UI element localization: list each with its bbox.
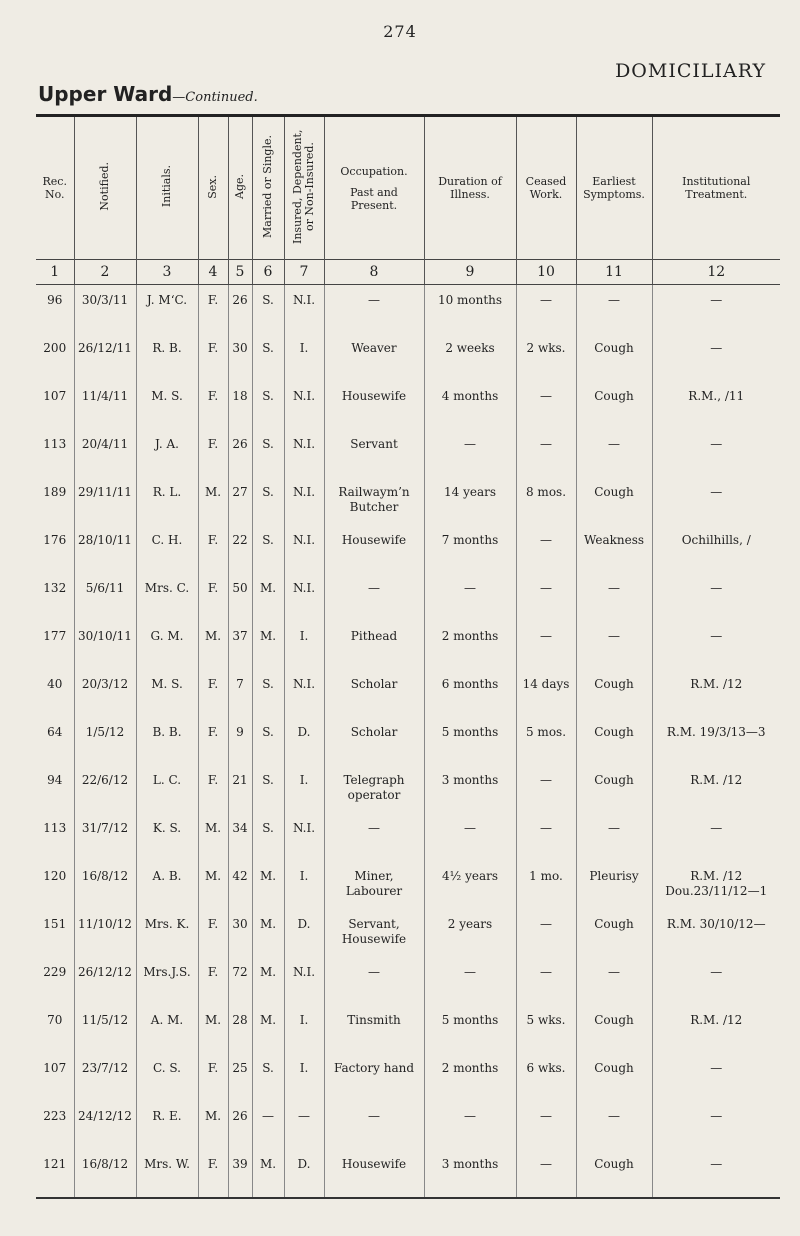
cell-duration: 7 months: [424, 525, 516, 573]
cell-occupation: Factory hand: [324, 1053, 424, 1101]
cell-age: 26: [228, 429, 252, 477]
cell-ceased: —: [516, 957, 576, 1005]
cell-institutional: R.M. /12: [652, 669, 780, 717]
section-title: DOMICILIARY: [615, 60, 766, 82]
cell-ceased: 6 wks.: [516, 1053, 576, 1101]
cell-age: 27: [228, 477, 252, 525]
cell-initials: K. S.: [136, 813, 198, 861]
column-number: 1: [36, 260, 74, 285]
cell-institutional: —: [652, 813, 780, 861]
table-row: [36, 381, 780, 429]
cell-occupation: Scholar: [324, 669, 424, 717]
cell-rec: 223: [43, 1109, 67, 1123]
cell-rec: 120: [43, 869, 67, 883]
cell-rec: 64: [47, 725, 63, 739]
header-ceased: Ceased Work.: [516, 116, 576, 260]
cell-duration: —: [424, 429, 516, 477]
cell-occupation: Housewife: [324, 1149, 424, 1198]
cell-notified: 28/10/11: [74, 525, 136, 573]
cell-insured: N.I.: [284, 429, 324, 477]
cell-rec: 70: [47, 1013, 63, 1027]
cell-ceased: —: [516, 621, 576, 669]
cell-insured: N.I.: [284, 525, 324, 573]
table-row: [36, 477, 780, 525]
cell-age: 26: [228, 285, 252, 334]
cell-institutional: Ochilhills, /: [652, 525, 780, 573]
cell-notified: 16/8/12: [74, 861, 136, 909]
cell-age: 21: [228, 765, 252, 813]
cell-notified: 30/10/11: [74, 621, 136, 669]
cell-insured: N.I.: [284, 957, 324, 1005]
cell-age: 22: [228, 525, 252, 573]
cell-married: S.: [252, 285, 284, 334]
table-row: [36, 429, 780, 477]
header-sex: Sex.: [198, 116, 228, 260]
cell-duration: 2 years: [424, 909, 516, 957]
cell-married: —: [252, 1101, 284, 1149]
cell-insured: I.: [284, 333, 324, 381]
header-row: [36, 116, 780, 260]
cell-institutional: —: [652, 429, 780, 477]
column-number: 5: [228, 260, 252, 285]
cell-insured: I.: [284, 1053, 324, 1101]
cell-initials: G. M.: [136, 621, 198, 669]
cell-age: 30: [228, 909, 252, 957]
cell-earliest: Weakness: [576, 525, 652, 573]
cell-insured: I.: [284, 621, 324, 669]
cell-earliest: Cough: [576, 477, 652, 525]
column-number: 4: [198, 260, 228, 285]
cell-duration: 3 months: [424, 1149, 516, 1198]
cell-sex: F.: [198, 429, 228, 477]
cell-ceased: 8 mos.: [516, 477, 576, 525]
cell-married: S.: [252, 669, 284, 717]
cell-earliest: Cough: [576, 1053, 652, 1101]
column-number: 12: [652, 260, 780, 285]
page-number: 274: [383, 22, 417, 41]
cell-notified: 1/5/12: [74, 717, 136, 765]
cell-initials: M. S.: [136, 381, 198, 429]
cell-insured: N.I.: [284, 285, 324, 334]
cell-age: 30: [228, 333, 252, 381]
cell-initials: R. B.: [136, 333, 198, 381]
cell-age: 26: [228, 1101, 252, 1149]
cell-sex: F.: [198, 333, 228, 381]
cell-age: 42: [228, 861, 252, 909]
cell-insured: I.: [284, 861, 324, 909]
header-age: Age.: [228, 116, 252, 260]
cell-initials: R. L.: [136, 477, 198, 525]
cell-occupation: Servant: [324, 429, 424, 477]
cell-notified: 11/5/12: [74, 1005, 136, 1053]
table-row: [36, 573, 780, 621]
cell-notified: 24/12/12: [74, 1101, 136, 1149]
cell-notified: 31/7/12: [74, 813, 136, 861]
table-row: [36, 1149, 780, 1198]
cell-initials: L. C.: [136, 765, 198, 813]
header-initials: Initials.: [136, 116, 198, 260]
cell-occupation: —: [324, 285, 424, 334]
ward-title: [38, 82, 258, 106]
cell-ceased: —: [516, 909, 576, 957]
cell-initials: J. M‘C.: [136, 285, 198, 334]
cell-earliest: Cough: [576, 1149, 652, 1198]
cell-married: S.: [252, 381, 284, 429]
cell-sex: F.: [198, 717, 228, 765]
table-row: [36, 525, 780, 573]
cell-institutional: —: [652, 621, 780, 669]
cell-initials: A. M.: [136, 1005, 198, 1053]
cell-sex: F.: [198, 525, 228, 573]
cell-ceased: —: [516, 1101, 576, 1149]
cell-age: 34: [228, 813, 252, 861]
cell-rec: 200: [43, 341, 67, 355]
cell-notified: 26/12/11: [74, 333, 136, 381]
cell-duration: 3 months: [424, 765, 516, 813]
cell-married: M.: [252, 957, 284, 1005]
column-number: 9: [424, 260, 516, 285]
cell-married: M.: [252, 861, 284, 909]
cell-married: M.: [252, 1005, 284, 1053]
header-occupation: Occupation. Past and Present.: [324, 116, 424, 260]
cell-rec: 177: [43, 629, 67, 643]
cell-married: S.: [252, 1053, 284, 1101]
cell-initials: C. S.: [136, 1053, 198, 1101]
header-rec-no: Rec. No.: [36, 116, 74, 260]
cell-institutional: —: [652, 333, 780, 381]
cell-notified: 26/12/12: [74, 957, 136, 1005]
cell-rec: 113: [43, 437, 67, 451]
cell-rec: 107: [43, 1061, 67, 1075]
cell-ceased: 2 wks.: [516, 333, 576, 381]
cell-earliest: —: [576, 573, 652, 621]
cell-duration: 2 weeks: [424, 333, 516, 381]
cell-insured: N.I.: [284, 381, 324, 429]
table-row: [36, 861, 780, 909]
cell-sex: F.: [198, 957, 228, 1005]
table-row: [36, 1053, 780, 1101]
cell-initials: B. B.: [136, 717, 198, 765]
cell-institutional: R.M. /12: [652, 1005, 780, 1053]
column-number: 6: [252, 260, 284, 285]
cell-occupation: Miner, Labourer: [324, 861, 424, 909]
cell-rec: 121: [36, 1149, 74, 1198]
cell-sex: F.: [198, 909, 228, 957]
header-insured: Insured, Dependent, or Non-Insured.: [284, 116, 324, 260]
cell-occupation: Housewife: [324, 525, 424, 573]
cell-rec: 94: [47, 773, 63, 787]
cell-duration: 5 months: [424, 1005, 516, 1053]
cell-occupation: —: [324, 573, 424, 621]
cell-earliest: Pleurisy: [576, 861, 652, 909]
cell-married: S.: [252, 813, 284, 861]
cell-sex: M.: [198, 1101, 228, 1149]
cell-rec: 189: [43, 485, 67, 499]
cell-married: M.: [252, 909, 284, 957]
cell-notified: 5/6/11: [74, 573, 136, 621]
cell-notified: 29/11/11: [74, 477, 136, 525]
cell-institutional: —: [652, 285, 780, 334]
cell-married: S.: [252, 525, 284, 573]
cell-married: M.: [252, 1149, 284, 1198]
cell-earliest: Cough: [576, 717, 652, 765]
cell-married: S.: [252, 333, 284, 381]
header-institutional: Institutional Treatment.: [652, 116, 780, 260]
cell-institutional: —: [652, 1149, 780, 1198]
cell-initials: Mrs.J.S.: [136, 957, 198, 1005]
table-row: [36, 285, 780, 334]
cell-ceased: —: [516, 765, 576, 813]
cell-ceased: —: [516, 573, 576, 621]
column-number: 2: [74, 260, 136, 285]
cell-rec: 132: [43, 581, 67, 595]
cell-married: M.: [252, 573, 284, 621]
cell-age: 72: [228, 957, 252, 1005]
cell-age: 28: [228, 1005, 252, 1053]
cell-initials: Mrs. W.: [136, 1149, 198, 1198]
cell-institutional: —: [652, 477, 780, 525]
cell-insured: N.I.: [284, 573, 324, 621]
cell-earliest: —: [576, 1101, 652, 1149]
cell-insured: —: [284, 1101, 324, 1149]
cell-sex: F.: [198, 381, 228, 429]
header-earliest: Earliest Symptoms.: [576, 116, 652, 260]
cell-duration: 10 months: [424, 285, 516, 334]
cell-notified: 11/4/11: [74, 381, 136, 429]
cell-sex: F.: [198, 765, 228, 813]
cell-occupation: Pithead: [324, 621, 424, 669]
cell-institutional: —: [652, 1101, 780, 1149]
cell-insured: I.: [284, 765, 324, 813]
cell-earliest: —: [576, 285, 652, 334]
column-number: 3: [136, 260, 198, 285]
cell-sex: M.: [198, 861, 228, 909]
cell-ceased: —: [516, 813, 576, 861]
cell-institutional: —: [652, 957, 780, 1005]
cell-occupation: Railwaym’n Butcher: [324, 477, 424, 525]
cell-duration: 6 months: [424, 669, 516, 717]
cell-ceased: 5 mos.: [516, 717, 576, 765]
cell-ceased: 1 mo.: [516, 861, 576, 909]
cell-earliest: Cough: [576, 765, 652, 813]
cell-ceased: —: [516, 381, 576, 429]
cell-ceased: 14 days: [516, 669, 576, 717]
ward-continued: —Continued.: [172, 90, 258, 105]
cell-rec: 176: [43, 533, 67, 547]
cell-married: S.: [252, 765, 284, 813]
cell-insured: N.I.: [284, 477, 324, 525]
cell-married: M.: [252, 621, 284, 669]
cell-age: 9: [228, 717, 252, 765]
cell-notified: 16/8/12: [74, 1149, 136, 1198]
cell-duration: 2 months: [424, 1053, 516, 1101]
column-number: 10: [516, 260, 576, 285]
cell-institutional: —: [652, 573, 780, 621]
cell-rec: 229: [43, 965, 67, 979]
cell-rec: 113: [43, 821, 67, 835]
ward-name: Upper Ward: [38, 82, 173, 106]
cell-institutional: R.M. /12 Dou.23/11/12—1: [652, 861, 780, 909]
cell-married: S.: [252, 429, 284, 477]
cell-rec: 40: [47, 677, 63, 691]
cell-age: 18: [228, 381, 252, 429]
cell-earliest: Cough: [576, 909, 652, 957]
cell-institutional: R.M., /11: [652, 381, 780, 429]
table-row: [36, 333, 780, 381]
column-number: 7: [284, 260, 324, 285]
cell-earliest: —: [576, 429, 652, 477]
cell-rec: 151: [43, 917, 67, 931]
cell-rec: 96: [47, 293, 63, 307]
cell-occupation: Tinsmith: [324, 1005, 424, 1053]
cell-insured: D.: [284, 717, 324, 765]
cell-occupation: —: [324, 813, 424, 861]
cell-initials: Mrs. K.: [136, 909, 198, 957]
table-row: [36, 717, 780, 765]
cell-initials: R. E.: [136, 1101, 198, 1149]
cell-duration: 5 months: [424, 717, 516, 765]
table-row: [36, 765, 780, 813]
cell-sex: M.: [198, 621, 228, 669]
cell-insured: I.: [284, 1005, 324, 1053]
cell-earliest: Cough: [576, 669, 652, 717]
cell-ceased: —: [516, 285, 576, 334]
cell-ceased: —: [516, 1149, 576, 1198]
table-row: [36, 1101, 780, 1149]
cell-initials: Mrs. C.: [136, 573, 198, 621]
cell-institutional: R.M. 19/3/13—3: [652, 717, 780, 765]
cell-institutional: R.M. /12: [652, 765, 780, 813]
cell-occupation: —: [324, 957, 424, 1005]
cell-earliest: Cough: [576, 1005, 652, 1053]
cell-age: 25: [228, 1053, 252, 1101]
cell-occupation: —: [324, 1101, 424, 1149]
cell-married: S.: [252, 477, 284, 525]
cell-occupation: Telegraph operator: [324, 765, 424, 813]
cell-earliest: —: [576, 621, 652, 669]
cell-earliest: Cough: [576, 333, 652, 381]
cell-sex: F.: [198, 285, 228, 334]
cell-duration: 14 years: [424, 477, 516, 525]
cell-ceased: —: [516, 525, 576, 573]
cell-notified: 11/10/12: [74, 909, 136, 957]
cell-initials: J. A.: [136, 429, 198, 477]
cell-occupation: Servant, Housewife: [324, 909, 424, 957]
cell-age: 50: [228, 573, 252, 621]
table-row: [36, 1005, 780, 1053]
cell-ceased: —: [516, 429, 576, 477]
cell-sex: F.: [198, 1053, 228, 1101]
cell-earliest: Cough: [576, 381, 652, 429]
cell-insured: D.: [284, 1149, 324, 1198]
table-row: [36, 669, 780, 717]
column-number-row: [36, 260, 780, 285]
cell-age: 39: [228, 1149, 252, 1198]
cell-initials: A. B.: [136, 861, 198, 909]
header-duration: Duration of Illness.: [424, 116, 516, 260]
table-row: [36, 813, 780, 861]
cell-insured: N.I.: [284, 813, 324, 861]
cell-notified: 30/3/11: [74, 285, 136, 334]
table-row: [36, 957, 780, 1005]
cell-sex: F.: [198, 573, 228, 621]
cell-sex: F.: [198, 669, 228, 717]
cell-rec: 107: [43, 389, 67, 403]
cell-married: S.: [252, 717, 284, 765]
cell-sex: M.: [198, 813, 228, 861]
cell-institutional: —: [652, 1053, 780, 1101]
cell-notified: 20/4/11: [74, 429, 136, 477]
cell-duration: —: [424, 573, 516, 621]
cell-notified: 20/3/12: [74, 669, 136, 717]
records-body: [36, 285, 780, 1199]
cell-sex: F.: [198, 1149, 228, 1198]
cell-duration: 2 months: [424, 621, 516, 669]
cell-notified: 23/7/12: [74, 1053, 136, 1101]
records-table-wrap: [36, 114, 780, 1199]
cell-initials: M. S.: [136, 669, 198, 717]
cell-sex: M.: [198, 1005, 228, 1053]
cell-occupation: Housewife: [324, 381, 424, 429]
column-number: 8: [324, 260, 424, 285]
cell-age: 7: [228, 669, 252, 717]
header-married: Married or Single.: [252, 116, 284, 260]
cell-ceased: 5 wks.: [516, 1005, 576, 1053]
cell-occupation: Scholar: [324, 717, 424, 765]
cell-notified: 22/6/12: [74, 765, 136, 813]
cell-duration: —: [424, 1101, 516, 1149]
cell-age: 37: [228, 621, 252, 669]
column-number: 11: [576, 260, 652, 285]
cell-initials: C. H.: [136, 525, 198, 573]
table-row: [36, 909, 780, 957]
cell-insured: D.: [284, 909, 324, 957]
cell-duration: 4½ years: [424, 861, 516, 909]
table-row: [36, 621, 780, 669]
cell-institutional: R.M. 30/10/12—: [652, 909, 780, 957]
cell-earliest: —: [576, 813, 652, 861]
cell-occupation: Weaver: [324, 333, 424, 381]
cell-duration: —: [424, 813, 516, 861]
cell-insured: N.I.: [284, 669, 324, 717]
cell-earliest: —: [576, 957, 652, 1005]
cell-duration: 4 months: [424, 381, 516, 429]
records-table: [36, 114, 780, 1199]
cell-sex: M.: [198, 477, 228, 525]
cell-duration: —: [424, 957, 516, 1005]
header-notified: Notified.: [74, 116, 136, 260]
